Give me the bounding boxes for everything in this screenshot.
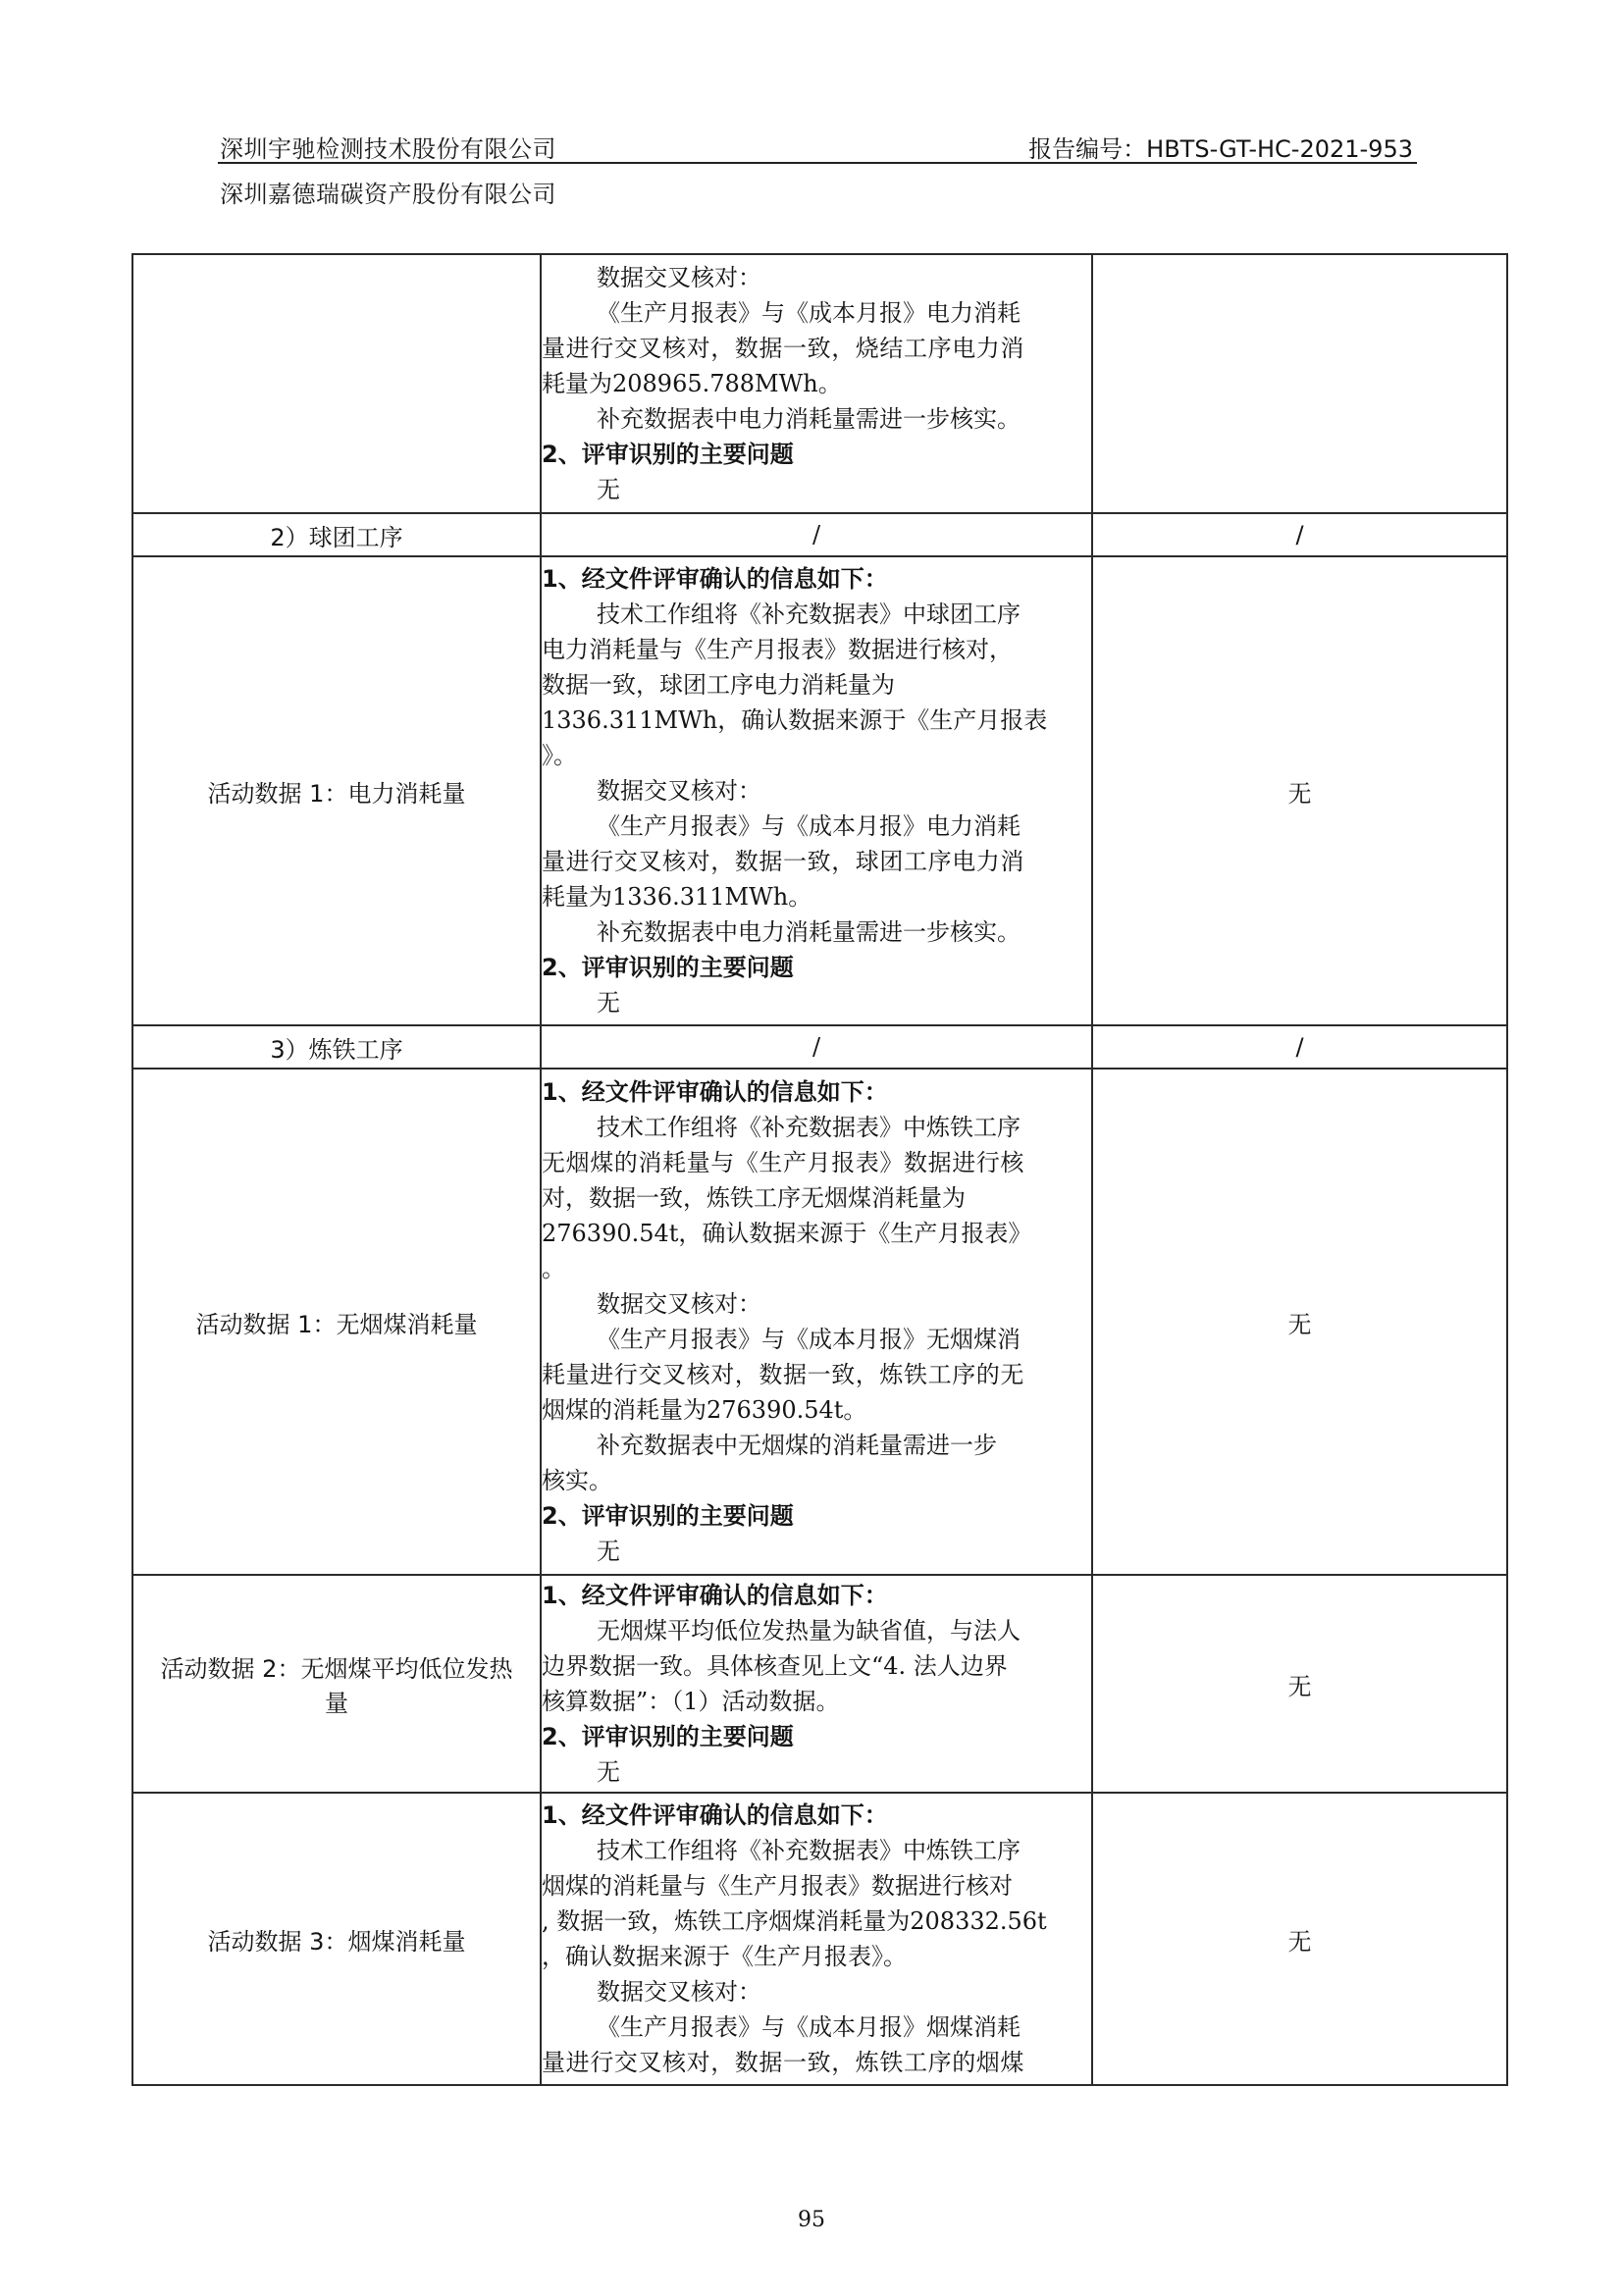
issue-value: 无 xyxy=(1092,1793,1507,2085)
review-info-cell xyxy=(541,1793,1092,2085)
text-line: 量进行交叉核对，数据一致，球团工序电力消 xyxy=(542,848,1024,875)
text-line: 数据交叉核对： xyxy=(597,1290,761,1318)
text-line: 无烟煤的消耗量与《生产月报表》数据进行核 xyxy=(542,1149,1024,1176)
activity-label: 活动数据 3：烟煤消耗量 xyxy=(132,1793,541,2085)
activity-label: 活动数据 1：无烟煤消耗量 xyxy=(132,1069,541,1575)
review-info-cell xyxy=(541,1069,1092,1575)
text-line: 数据交叉核对： xyxy=(597,1978,761,2006)
text-line: 1336.311MWh，确认数据来源于《生产月报表 xyxy=(542,706,1048,734)
text-line: 电力消耗量与《生产月报表》数据进行核对， xyxy=(542,636,1013,663)
section-heading: 1、经文件评审确认的信息如下： xyxy=(542,565,888,593)
text-line: 核实。 xyxy=(542,1467,612,1494)
header-company-2: 深圳嘉德瑞碳资产股份有限公司 xyxy=(220,181,556,208)
table-row xyxy=(132,513,1507,556)
slash-cell: / xyxy=(1092,1025,1507,1069)
text-line: 烟煤的消耗量与《生产月报表》数据进行核对 xyxy=(542,1872,1013,1900)
text-line: , 数据一致，炼铁工序烟煤消耗量为208332.56t xyxy=(542,1907,1047,1935)
review-table xyxy=(131,253,1508,2086)
text-line: 补充数据表中电力消耗量需进一步核实。 xyxy=(597,405,1021,433)
text-line: 》。 xyxy=(542,742,577,769)
text-line: 无烟煤平均低位发热量为缺省值，与法人 xyxy=(597,1617,1021,1644)
text-line: 无 xyxy=(597,1538,620,1565)
page-number: 95 xyxy=(798,2208,825,2232)
text-line: 《生产月报表》与《成本月报》电力消耗 xyxy=(597,812,1021,840)
activity-label-line: 活动数据 2：无烟煤平均低位发热 xyxy=(160,1655,513,1683)
slash-cell: / xyxy=(541,1025,1092,1069)
text-line: 耗量进行交叉核对，数据一致，炼铁工序的无 xyxy=(542,1361,1024,1388)
text-line: 《生产月报表》与《成本月报》烟煤消耗 xyxy=(597,2013,1021,2041)
text-line: 数据一致，球团工序电力消耗量为 xyxy=(542,671,895,699)
text-line: 技术工作组将《补充数据表》中炼铁工序 xyxy=(597,1837,1021,1864)
activity-label xyxy=(132,1575,541,1793)
activity-label-line: 量 xyxy=(325,1690,348,1717)
process-label: 2）球团工序 xyxy=(132,513,541,556)
text-line: 无 xyxy=(597,989,620,1017)
section-heading: 1、经文件评审确认的信息如下： xyxy=(542,1582,888,1609)
issue-value: 无 xyxy=(1092,1575,1507,1793)
slash-cell: / xyxy=(541,513,1092,556)
header-company-1: 深圳宇驰检测技术股份有限公司 xyxy=(220,135,556,163)
section-heading: 2、评审识别的主要问题 xyxy=(542,1502,794,1530)
text-line: 对，数据一致，炼铁工序无烟煤消耗量为 xyxy=(542,1184,966,1212)
table-row xyxy=(132,1793,1507,2085)
review-info-cell xyxy=(541,254,1092,513)
text-line: 量进行交叉核对，数据一致，烧结工序电力消 xyxy=(542,335,1024,362)
section-heading: 1、经文件评审确认的信息如下： xyxy=(542,1801,888,1829)
text-line: 耗量为1336.311MWh。 xyxy=(542,883,812,911)
issue-value: 无 xyxy=(1092,1069,1507,1575)
text-line: 量进行交叉核对，数据一致，炼铁工序的烟煤 xyxy=(542,2049,1024,2076)
table-row xyxy=(132,1575,1507,1793)
text-line: 补充数据表中无烟煤的消耗量需进一步 xyxy=(597,1432,997,1459)
text-line: ，确认数据来源于《生产月报表》。 xyxy=(542,1943,907,1970)
text-line: 。 xyxy=(542,1255,565,1282)
section-heading: 1、经文件评审确认的信息如下： xyxy=(542,1078,888,1106)
text-line: 核算数据”：（1）活动数据。 xyxy=(542,1688,840,1715)
table-row xyxy=(132,1025,1507,1069)
activity-cell xyxy=(132,254,541,513)
section-heading: 2、评审识别的主要问题 xyxy=(542,954,794,981)
section-heading: 2、评审识别的主要问题 xyxy=(542,1723,794,1750)
text-line: 技术工作组将《补充数据表》中球团工序 xyxy=(597,600,1021,628)
text-line: 276390.54t，确认数据来源于《生产月报表》 xyxy=(542,1220,1032,1247)
review-info-cell xyxy=(541,556,1092,1025)
text-line: 边界数据一致。具体核查见上文“4. 法人边界 xyxy=(542,1652,1008,1680)
issue-value: 无 xyxy=(1092,556,1507,1025)
issue-cell xyxy=(1092,254,1507,513)
text-line: 无 xyxy=(597,476,620,503)
text-line: 补充数据表中电力消耗量需进一步核实。 xyxy=(597,918,1021,946)
header-rule xyxy=(218,162,1417,164)
text-line: 烟煤的消耗量为276390.54t。 xyxy=(542,1396,867,1424)
section-heading: 2、评审识别的主要问题 xyxy=(542,441,794,468)
text-line: 技术工作组将《补充数据表》中炼铁工序 xyxy=(597,1114,1021,1141)
review-info-cell xyxy=(541,1575,1092,1793)
text-line: 无 xyxy=(597,1758,620,1786)
text-line: 数据交叉核对： xyxy=(597,777,761,805)
activity-label: 活动数据 1：电力消耗量 xyxy=(132,556,541,1025)
slash-cell: / xyxy=(1092,513,1507,556)
text-line: 数据交叉核对： xyxy=(597,264,761,291)
table-row xyxy=(132,254,1507,513)
table-row xyxy=(132,556,1507,1025)
text-line: 《生产月报表》与《成本月报》电力消耗 xyxy=(597,299,1021,327)
table-row xyxy=(132,1069,1507,1575)
process-label: 3）炼铁工序 xyxy=(132,1025,541,1069)
text-line: 《生产月报表》与《成本月报》无烟煤消 xyxy=(597,1326,1021,1353)
text-line: 耗量为208965.788MWh。 xyxy=(542,370,842,397)
report-number: 报告编号：HBTS-GT-HC-2021-953 xyxy=(1028,135,1413,163)
